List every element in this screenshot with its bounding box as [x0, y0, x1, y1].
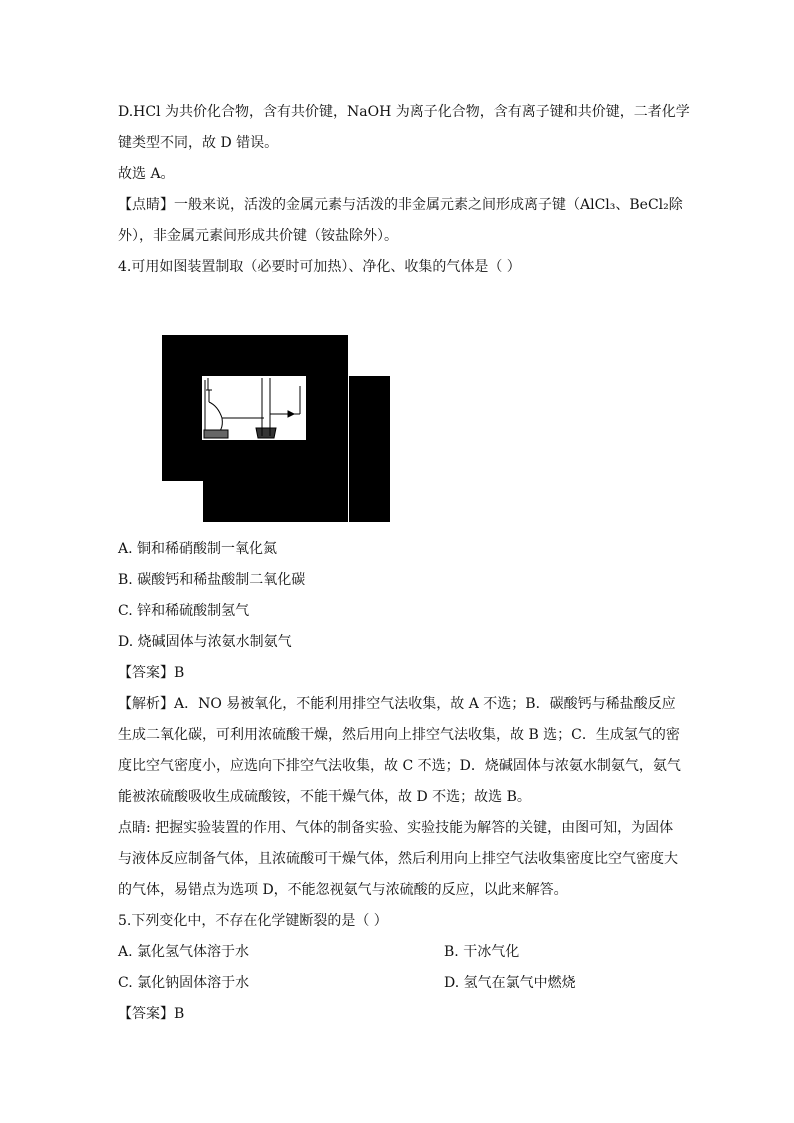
- q4-analysis-line: 能被浓硫酸吸收生成硫酸铵，不能干燥气体，故 D 不选；故选 B。: [118, 789, 531, 805]
- q5-option-c: C. 氯化钠固体溶于水: [118, 975, 250, 991]
- q4-option-b: B. 碳酸钙和稀盐酸制二氧化碳: [118, 572, 306, 588]
- q5-option-d: D. 氢气在氯气中燃烧: [444, 975, 576, 991]
- q4-analysis-line: 生成二氧化碳，可利用浓硫酸干燥，然后用向上排空气法收集，故 B 选；C．生成氢气的密: [118, 727, 680, 743]
- q5-option-a: A. 氯化氢气体溶于水: [118, 944, 250, 960]
- q4-option-d: D. 烧碱固体与浓氨水制氨气: [118, 634, 292, 650]
- q4-analysis-line: 度比空气密度小，应选向下排空气法收集，故 C 不选；D．烧碱固体与浓氨水制氨气，氨气: [118, 758, 681, 774]
- text-line: 键类型不同，故 D 错误。: [118, 135, 279, 151]
- text-line: 故选 A。: [118, 166, 175, 182]
- q4-tip-line: 与液体反应制备气体，且浓硫酸可干燥气体，然后利用向上排空气法收集密度比空气密度大: [118, 851, 678, 867]
- q4-answer: 【答案】B: [118, 665, 185, 681]
- q4-option-a: A. 铜和稀硝酸制一氧化氮: [118, 541, 278, 557]
- q5-option-b: B. 干冰气化: [444, 944, 520, 960]
- text-line: 【点睛】一般来说，活泼的金属元素与活泼的非金属元素之间形成离子键（AlCl₃、BeCl₂除: [118, 197, 683, 213]
- question-5-stem: 5.下列变化中，不存在化学键断裂的是（ ）: [118, 913, 388, 929]
- q4-tip-line: 点睛: 把握实验装置的作用、气体的制备实验、实验技能为解答的关键，由图可知，为固体: [118, 820, 674, 836]
- apparatus-drawing: [202, 376, 306, 440]
- q4-tip-line: 的气体，易错点为选项 D，不能忽视氨气与浓硫酸的反应，以此来解答。: [118, 882, 568, 898]
- text-line: 外），非金属元素间形成共价键（铵盐除外）。: [118, 228, 398, 244]
- text-line: D.HCl 为共价化合物，含有共价键，NaOH 为离子化合物，含有离子键和共价键，二者化学: [118, 104, 690, 120]
- question-4-stem: 4.可用如图装置制取（必要时可加热）、净化、收集的气体是（ ）: [118, 259, 521, 275]
- q4-option-c: C. 锌和稀硫酸制氢气: [118, 603, 250, 619]
- q4-analysis-line: 【解析】A．NO 易被氧化，不能利用排空气法收集，故 A 不选；B．碳酸钙与稀盐酸反应: [118, 696, 676, 712]
- q5-answer: 【答案】B: [118, 1006, 185, 1022]
